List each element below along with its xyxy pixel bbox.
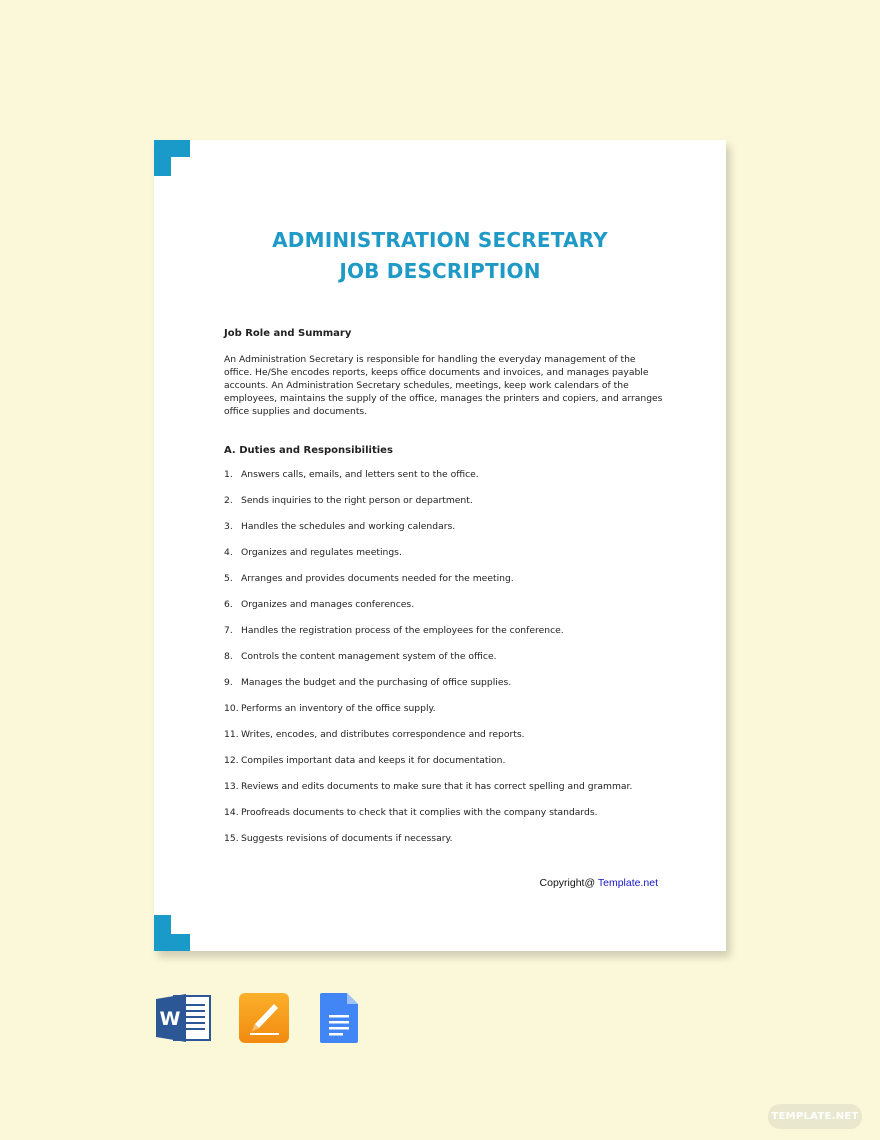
duty-number: 15. bbox=[224, 833, 239, 844]
duty-text: Compiles important data and keeps it for documentation. bbox=[241, 755, 506, 766]
copyright bbox=[540, 877, 658, 889]
duty-text: Handles the registration process of the employees for the conference. bbox=[241, 625, 564, 636]
duty-number: 9. bbox=[224, 677, 233, 688]
duty-number: 10. bbox=[224, 703, 239, 714]
duty-number: 5. bbox=[224, 573, 233, 584]
duty-item bbox=[224, 754, 664, 780]
duty-number: 4. bbox=[224, 547, 233, 558]
duty-number: 6. bbox=[224, 599, 233, 610]
duty-number: 13. bbox=[224, 781, 239, 792]
duty-item bbox=[224, 624, 664, 650]
google-docs-icon[interactable] bbox=[318, 992, 360, 1044]
corner-decoration-bottom-left bbox=[154, 915, 190, 951]
title-line-1: ADMINISTRATION SECRETARY bbox=[272, 228, 608, 252]
duty-number: 14. bbox=[224, 807, 239, 818]
duty-item bbox=[224, 676, 664, 702]
duties-list bbox=[224, 468, 664, 858]
duty-item bbox=[224, 572, 664, 598]
duty-item bbox=[224, 832, 664, 858]
duty-text: Writes, encodes, and distributes correspondence and reports. bbox=[241, 729, 525, 740]
document-page bbox=[154, 140, 726, 951]
copyright-prefix: Copyright@ bbox=[539, 877, 596, 889]
summary-paragraph: An Administration Secretary is responsible for handling the everyday management of the office. He/She encodes reports, keeps office documents and invoices, and manages payable accounts. An Administration Secretary schedules, meetings, keep work calendars of the employees, maintains the supply of the office, manages the printers and copiers, and arranges office supplies and documents. bbox=[224, 354, 663, 417]
duty-item bbox=[224, 806, 664, 832]
duty-text: Controls the content management system of the office. bbox=[241, 651, 497, 662]
duty-item bbox=[224, 728, 664, 754]
duty-item bbox=[224, 494, 664, 520]
copyright-link[interactable]: Template.net bbox=[597, 877, 658, 889]
duty-item bbox=[224, 468, 664, 494]
document-body bbox=[224, 327, 664, 858]
duty-number: 1. bbox=[224, 469, 233, 480]
word-icon-letter: W bbox=[159, 1008, 181, 1030]
duty-text: Answers calls, emails, and letters sent to the office. bbox=[241, 469, 479, 480]
duty-text: Performs an inventory of the office supply. bbox=[241, 703, 436, 714]
title-line-2: JOB DESCRIPTION bbox=[339, 259, 541, 283]
duty-item bbox=[224, 546, 664, 572]
duty-text: Organizes and regulates meetings. bbox=[241, 547, 402, 558]
duty-item bbox=[224, 650, 664, 676]
duty-text: Sends inquiries to the right person or department. bbox=[241, 495, 473, 506]
duty-number: 8. bbox=[224, 651, 233, 662]
duty-text: Handles the schedules and working calendars. bbox=[241, 521, 456, 532]
duty-item bbox=[224, 598, 664, 624]
duty-number: 11. bbox=[224, 729, 239, 740]
role-heading: Job Role and Summary bbox=[224, 328, 352, 339]
pages-icon[interactable] bbox=[238, 992, 290, 1044]
template-net-badge[interactable]: TEMPLATE.NET bbox=[768, 1104, 862, 1129]
duty-item bbox=[224, 702, 664, 728]
duty-text: Organizes and manages conferences. bbox=[241, 599, 415, 610]
duty-number: 12. bbox=[224, 755, 239, 766]
duties-heading: A. Duties and Responsibilities bbox=[224, 445, 393, 456]
duty-item bbox=[224, 520, 664, 546]
duty-text: Arranges and provides documents needed for the meeting. bbox=[241, 573, 514, 584]
duty-text: Manages the budget and the purchasing of office supplies. bbox=[241, 677, 512, 688]
duty-item bbox=[224, 780, 664, 806]
document-title bbox=[154, 225, 726, 287]
duty-number: 3. bbox=[224, 521, 233, 532]
duty-number: 7. bbox=[224, 625, 233, 636]
duty-text: Reviews and edits documents to make sure that it has correct spelling and grammar. bbox=[241, 781, 633, 792]
duty-number: 2. bbox=[224, 495, 233, 506]
word-icon[interactable] bbox=[154, 992, 212, 1044]
duty-text: Suggests revisions of documents if necessary. bbox=[241, 833, 453, 844]
corner-decoration-top-left bbox=[154, 140, 190, 176]
duty-text: Proofreads documents to check that it complies with the company standards. bbox=[241, 807, 598, 818]
